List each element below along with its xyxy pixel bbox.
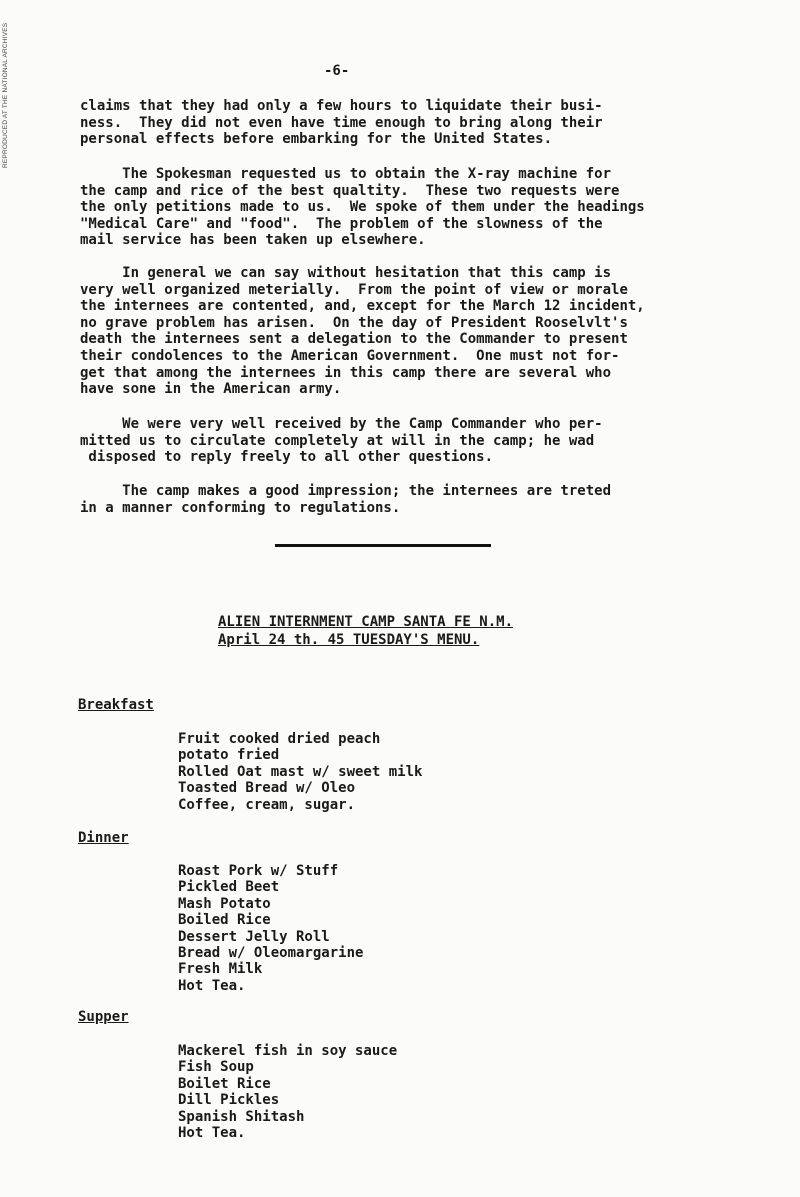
menu-item: potato fried — [178, 747, 280, 764]
menu-title-line-2: April 24 th. 45 TUESDAY'S MENU. — [218, 632, 480, 648]
menu-item: Hot Tea. — [178, 977, 246, 994]
paragraph-2: The Spokesman requested us to obtain the X-ray machine for the camp and rice of the best qualtity. These two requests were the only petitions made to us. We spoke of them under the headings "Medical Care" and "food". The problem of the slowness of the mail service has been taken up elsewhere. — [80, 166, 645, 249]
menu-item: Rolled Oat mast w/ sweet milk — [178, 763, 423, 780]
menu-heading-supper: Supper — [78, 1009, 129, 1025]
supper-items — [178, 1043, 498, 1141]
menu-item: Pickled Beet — [178, 879, 280, 896]
archive-stamp: REPRODUCED AT THE NATIONAL ARCHIVES — [2, 22, 9, 168]
menu-item: Coffee, cream, sugar. — [178, 796, 356, 813]
menu-item: Bread w/ Oleomargarine — [178, 945, 364, 962]
menu-item: Fish Soup — [178, 1059, 254, 1076]
menu-item: Boiled Rice — [178, 912, 271, 929]
menu-item: Boilet Rice — [178, 1075, 271, 1092]
menu-item: Hot Tea. — [178, 1125, 246, 1142]
paragraph-3: In general we can say without hesitation that this camp is very well organized meterially. From the point of view or morale the internees are contented, and, except for the March 12 incident, no grave problem has arisen. On the day of President Rooselvlt's death the internees sent a delegation to the Commander to present their condolences to the American Government. One must not for- get that among the internees in this camp there are several who have sone in the American army. — [80, 265, 645, 398]
menu-heading-dinner: Dinner — [78, 830, 129, 846]
menu-item: Dessert Jelly Roll — [178, 928, 330, 945]
page-number: -6- — [324, 63, 350, 79]
menu-heading-breakfast: Breakfast — [78, 697, 154, 713]
menu-item: Toasted Bread w/ Oleo — [178, 780, 356, 797]
menu-item: Mackerel fish in soy sauce — [178, 1043, 398, 1059]
paragraph-4: We were very well received by the Camp Commander who per- mitted us to circulate completely at will in the camp; he wad disposed to reply freely to all other questions. — [80, 416, 603, 466]
dinner-items — [178, 863, 498, 994]
menu-item: Fresh Milk — [178, 961, 263, 978]
paragraph-5: The camp makes a good impression; the internees are treted in a manner conforming to regulations. — [80, 483, 612, 516]
menu-title-line-1: ALIEN INTERNMENT CAMP SANTA FE N.M. — [218, 614, 514, 630]
breakfast-items — [178, 731, 498, 813]
paragraph-1: claims that they had only a few hours to liquidate their busi- ness. They did not even have time enough to bring along their personal effects before embarking for the United States. — [80, 98, 603, 148]
section-divider — [275, 544, 491, 547]
menu-item: Fruit cooked dried peach — [178, 731, 381, 747]
menu-item: Dill Pickles — [178, 1092, 280, 1109]
menu-item: Roast Pork w/ Stuff — [178, 863, 339, 879]
menu-item: Mash Potato — [178, 895, 271, 912]
menu-item: Spanish Shitash — [178, 1108, 305, 1125]
